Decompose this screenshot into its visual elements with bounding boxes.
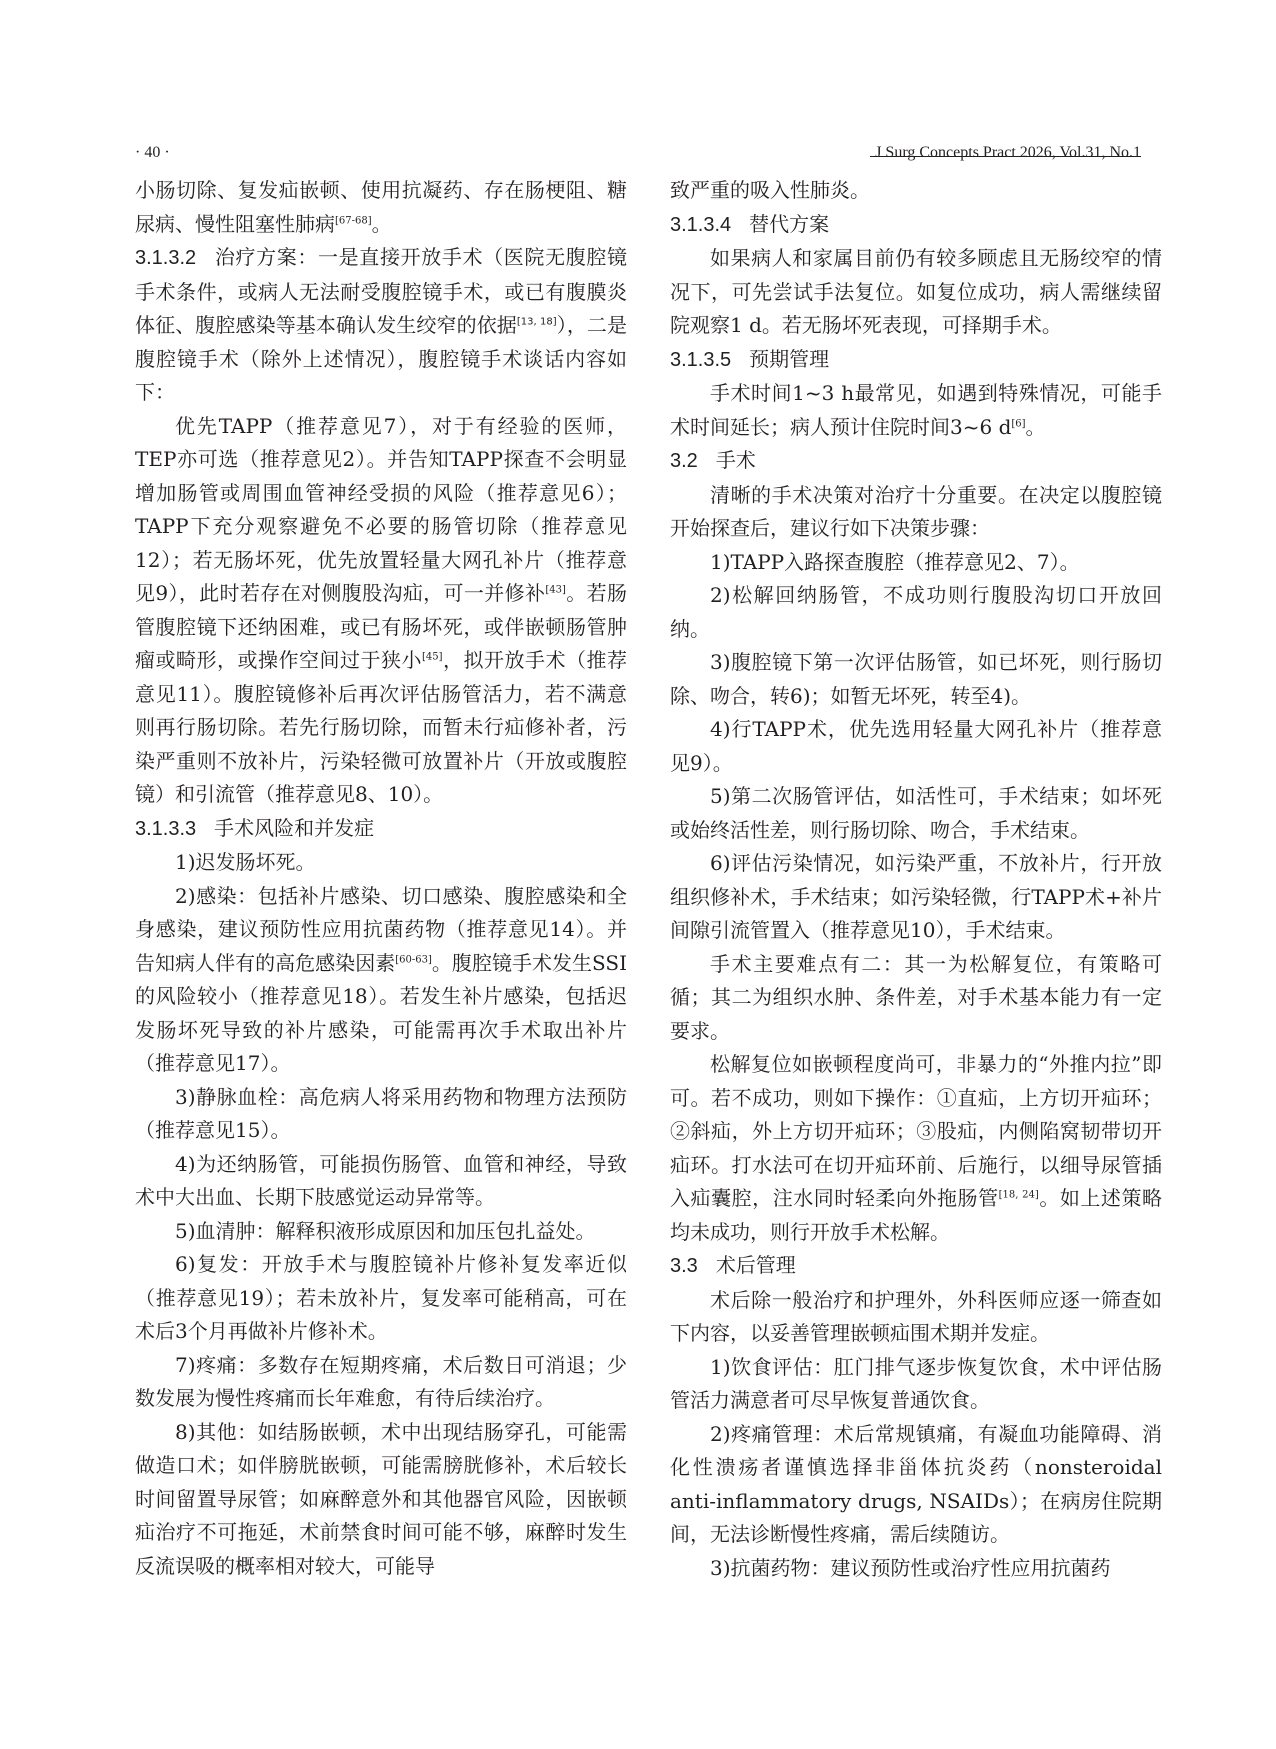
left-column bbox=[135, 174, 627, 1583]
paragraph-text: 手术 bbox=[715, 448, 756, 472]
body-paragraph bbox=[670, 1552, 1162, 1586]
paragraph-text: 小肠切除、复发疝嵌顿、使用抗凝药、存在肠梗阻、糖尿病、慢性阻塞性肺病 bbox=[135, 178, 627, 236]
body-paragraph bbox=[670, 377, 1162, 444]
paragraph-text: 3)抗菌药物：建议预防性或治疗性应用抗菌药 bbox=[710, 1555, 1111, 1580]
body-paragraph bbox=[135, 1248, 627, 1349]
body-paragraph bbox=[670, 1048, 1162, 1249]
paragraph-text: 。腹腔镜手术发生SSI的风险较小（推荐意见18）。若发生补片感染，包括迟发肠坏死导致的补片感染，可能需再次手术取出补片（推荐意见17）。 bbox=[135, 950, 628, 1075]
section-number: 3.1.3.5 bbox=[670, 348, 732, 371]
section-heading bbox=[135, 241, 627, 410]
body-paragraph bbox=[135, 1416, 627, 1584]
paragraph-text: 术后管理 bbox=[715, 1253, 796, 1277]
paragraph-text: 2)疼痛管理：术后常规镇痛，有凝血功能障碍、消化性溃疡者谨慎选择非甾体抗炎药（nonsteroidal anti-inflammatory drugs, NSAIDs）；在病房住院期间，无法诊断慢性疼痛，需后续随访。 bbox=[670, 1421, 1162, 1546]
body-paragraph bbox=[670, 1284, 1162, 1351]
body-paragraph bbox=[670, 479, 1162, 546]
paragraph-text: 。若肠管腹腔镜下还纳困难，或已有肠坏死，或伴嵌顿肠管肿瘤或畸形，或操作空间过于狭小 bbox=[135, 581, 627, 672]
journal-citation: J Surg Concepts Pract 2026, Vol.31, No.1 bbox=[875, 144, 1141, 161]
section-number: 3.2 bbox=[670, 450, 698, 472]
section-heading bbox=[670, 343, 1162, 378]
section-heading bbox=[670, 208, 1162, 243]
body-paragraph bbox=[135, 1148, 627, 1215]
body-paragraph bbox=[670, 780, 1162, 847]
body-paragraph bbox=[670, 646, 1162, 713]
citation-ref: [60-63] bbox=[395, 953, 432, 965]
paragraph-text: 5)第二次肠管评估，如活性可，手术结束；如坏死或始终活性差，则行肠切除、吻合，手术结束。 bbox=[670, 784, 1162, 842]
right-column bbox=[670, 174, 1162, 1585]
section-heading bbox=[670, 444, 1162, 479]
section-number: 3.1.3.4 bbox=[670, 213, 732, 236]
paragraph-text: 。 bbox=[371, 211, 392, 236]
paragraph-text: 治疗方案：一是直接开放手术（医院无腹腔镜手术条件，或病人无法耐受腹腔镜手术，或已有腹膜炎体征、腹腔感染等基本确认发生绞窄的依据 bbox=[135, 245, 627, 337]
paragraph-text: 替代方案 bbox=[749, 211, 830, 236]
paragraph-text: 。如上述策略均未成功，则行开放手术松解。 bbox=[670, 1186, 1163, 1244]
page-number: · 40 · bbox=[135, 144, 170, 161]
paragraph-text: 3)静脉血栓：高危病人将采用药物和物理方法预防（推荐意见15）。 bbox=[135, 1084, 627, 1142]
paragraph-text: 预期管理 bbox=[749, 346, 830, 371]
paragraph-text: 清晰的手术决策对治疗十分重要。在决定以腹腔镜开始探查后，建议行如下决策步骤： bbox=[670, 482, 1162, 540]
body-paragraph bbox=[135, 174, 627, 241]
body-paragraph bbox=[670, 1351, 1162, 1418]
section-number: 3.1.3.3 bbox=[135, 817, 197, 840]
paragraph-text: 优先TAPP（推荐意见7），对于有经验的医师，TEP亦可选（推荐意见2）。并告知TAPP探查不会明显增加肠管或周围血管神经受损的风险（推荐意见6）；TAPP下充分观察避免不必要的肠管切除（推荐意见12）；若无肠坏死，优先放置轻量大网孔补片（推荐意见9），此时若存在对侧腹股沟疝，可一并修补 bbox=[135, 413, 627, 605]
page-header bbox=[135, 134, 1141, 162]
paragraph-text: 5)血清肿：解释积液形成原因和加压包扎益处。 bbox=[175, 1218, 596, 1243]
body-paragraph bbox=[670, 242, 1162, 343]
paragraph-text: 手术风险和并发症 bbox=[214, 815, 375, 840]
section-number: 3.1.3.2 bbox=[135, 247, 197, 269]
body-paragraph bbox=[135, 846, 627, 880]
body-paragraph bbox=[670, 579, 1162, 646]
body-paragraph bbox=[135, 880, 627, 1081]
body-paragraph bbox=[670, 948, 1162, 1049]
paragraph-text: 6)评估污染情况，如污染严重，不放补片，行开放组织修补术，手术结束；如污染轻微，行TAPP术+补片间隙引流管置入（推荐意见10），手术结束。 bbox=[670, 851, 1162, 942]
body-paragraph bbox=[670, 1418, 1162, 1552]
paragraph-text: 手术主要难点有二：其一为松解复位，有策略可循；其二为组织水肿、条件差，对手术基本能力有一定要求。 bbox=[670, 951, 1162, 1043]
paragraph-text: ），二是腹腔镜手术（除外上述情况），腹腔镜手术谈话内容如下： bbox=[135, 313, 628, 404]
paragraph-text: 1)饮食评估：肛门排气逐步恢复饮食，术中评估肠管活力满意者可尽早恢复普通饮食。 bbox=[670, 1354, 1162, 1412]
section-number: 3.3 bbox=[670, 1255, 698, 1277]
citation-ref: [67-68] bbox=[335, 214, 372, 226]
citation-ref: [13, 18] bbox=[516, 316, 557, 328]
paragraph-text: 术后除一般治疗和护理外，外科医师应逐一筛查如下内容，以妥善管理嵌顿疝围术期并发症。 bbox=[670, 1287, 1162, 1345]
body-paragraph bbox=[670, 713, 1162, 780]
paragraph-text: ，拟开放手术（推荐意见11）。腹腔镜修补后再次评估肠管活力，若不满意则再行肠切除。若先行肠切除，而暂未行疝修补者，污染严重则不放补片，污染轻微可放置补片（开放或腹腔镜）和引流管（推荐意见8、10）。 bbox=[135, 648, 628, 806]
citation-ref: [18, 24] bbox=[998, 1189, 1039, 1201]
paragraph-text: 。 bbox=[1025, 414, 1046, 439]
paragraph-text: 8)其他：如结肠嵌顿，术中出现结肠穿孔，可能需做造口术；如伴膀胱嵌顿，可能需膀胱修补，术后较长时间留置导尿管；如麻醉意外和其他器官风险，因嵌顿疝治疗不可拖延，术前禁食时间可能不够，麻醉时发生反流误吸的概率相对较大，可能导 bbox=[135, 1419, 627, 1578]
paragraph-text: 4)为还纳肠管，可能损伤肠管、血管和神经，导致术中大出血、长期下肢感觉运动异常等。 bbox=[135, 1151, 627, 1209]
paragraph-text: 4)行TAPP术，优先选用轻量大网孔补片（推荐意见9）。 bbox=[670, 717, 1162, 775]
paragraph-text: 手术时间1~3 h最常见，如遇到特殊情况，可能手术时间延长；病人预计住院时间3~6 d bbox=[670, 381, 1162, 439]
paragraph-text: 2)感染：包括补片感染、切口感染、腹腔感染和全身感染，建议预防性应用抗菌药物（推荐意见14）。并告知病人伴有的高危感染因素 bbox=[135, 883, 627, 975]
citation-ref: [45] bbox=[421, 651, 443, 663]
citation-ref: [43] bbox=[545, 584, 566, 596]
paragraph-text: 致严重的吸入性肺炎。 bbox=[670, 178, 870, 202]
body-paragraph bbox=[135, 1081, 627, 1148]
paragraph-text: 1)迟发肠坏死。 bbox=[175, 850, 316, 874]
body-paragraph bbox=[135, 1215, 627, 1249]
paragraph-text: 6)复发：开放手术与腹腔镜补片修补复发率近似（推荐意见19）；若未放补片，复发率可能稍高，可在术后3个月再做补片修补术。 bbox=[135, 1252, 627, 1343]
body-paragraph bbox=[135, 410, 627, 812]
section-heading bbox=[135, 812, 627, 847]
citation-ref: [6] bbox=[1011, 417, 1026, 429]
paragraph-text: 7)疼痛：多数存在短期疼痛，术后数日可消退；少数发展为慢性疼痛而长年难愈，有待后续治疗。 bbox=[135, 1352, 627, 1410]
body-paragraph bbox=[670, 174, 1162, 208]
header-rule bbox=[870, 156, 1141, 157]
paragraph-text: 松解复位如嵌顿程度尚可，非暴力的“外推内拉”即可。若不成功，则如下操作：①直疝，上方切开疝环；②斜疝，外上方切开疝环；③股疝，内侧陷窝韧带切开疝环。打水法可在切开疝环前、后施行，以细导尿管插入疝囊腔，注水同时轻柔向外拖肠管 bbox=[670, 1052, 1162, 1210]
paragraph-text: 2)松解回纳肠管，不成功则行腹股沟切口开放回纳。 bbox=[670, 583, 1162, 641]
paragraph-text: 1)TAPP入路探查腹腔（推荐意见2、7）。 bbox=[710, 549, 1080, 574]
section-heading bbox=[670, 1249, 1162, 1284]
body-paragraph bbox=[670, 546, 1162, 580]
paragraph-text: 如果病人和家属目前仍有较多顾虑且无肠绞窄的情况下，可先尝试手法复位。如复位成功，病人需继续留院观察1 d。若无肠坏死表现，可择期手术。 bbox=[670, 246, 1162, 337]
paragraph-text: 3)腹腔镜下第一次评估肠管，如已坏死，则行肠切除、吻合，转6)；如暂无坏死，转至4)。 bbox=[670, 650, 1162, 708]
body-paragraph bbox=[670, 847, 1162, 948]
body-paragraph bbox=[135, 1349, 627, 1416]
